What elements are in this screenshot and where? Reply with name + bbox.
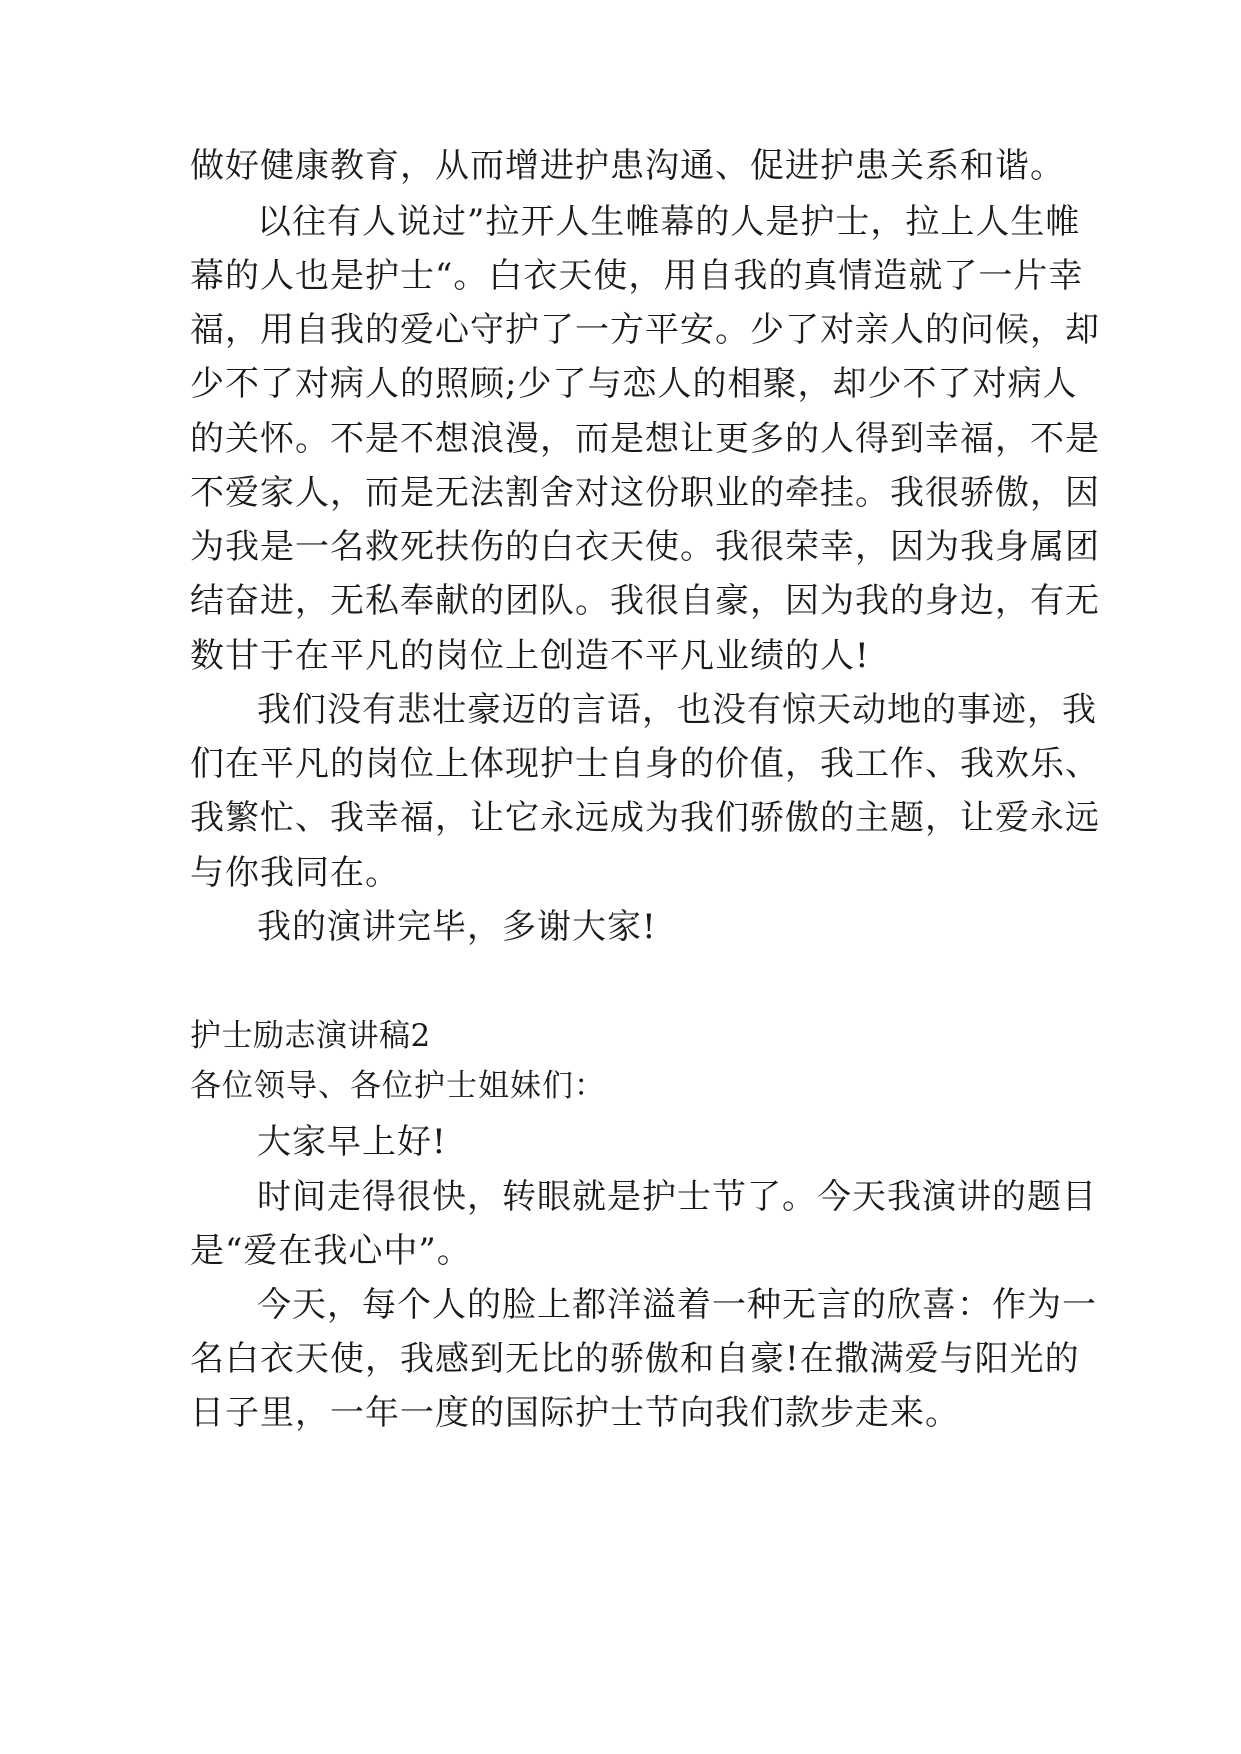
- salutation-line: 各位领导、各位护士姐妹们：: [190, 1068, 606, 1104]
- greeting-line: 大家早上好!: [257, 1122, 447, 1162]
- paragraph-line: 今天，每个人的脸上都洋溢着一种无言的欣喜：作为一: [257, 1285, 1097, 1325]
- section-title: 护士励志演讲稿2: [190, 1018, 431, 1054]
- paragraph-line: 做好健康教育，从而增进护患沟通、促进护患关系和谐。: [190, 146, 1065, 186]
- paragraph-line: 为我是一名救死扶伤的白衣天使。我很荣幸，因为我身属团: [190, 527, 1100, 567]
- paragraph-line: 时间走得很快，转眼就是护士节了。今天我演讲的题目: [257, 1177, 1097, 1217]
- paragraph-line: 少不了对病人的照顾;少了与恋人的相聚，却少不了对病人: [190, 364, 1078, 404]
- paragraph-line: 与你我同在。: [190, 853, 400, 893]
- paragraph-line: 我繁忙、我幸福，让它永远成为我们骄傲的主题，让爱永远: [190, 798, 1100, 838]
- paragraph-line: 以往有人说过”拉开人生帷幕的人是护士，拉上人生帷: [257, 202, 1081, 242]
- paragraph-line: 幕的人也是护士“。白衣天使，用自我的真情造就了一片幸: [190, 256, 1084, 296]
- paragraph-line: 数甘于在平凡的岗位上创造不平凡业绩的人!: [190, 636, 870, 676]
- paragraph-line: 名白衣天使，我感到无比的骄傲和自豪!在撒满爱与阳光的: [190, 1339, 1080, 1379]
- paragraph-line: 我的演讲完毕，多谢大家!: [257, 907, 657, 947]
- paragraph-line: 们在平凡的岗位上体现护士自身的价值，我工作、我欢乐、: [190, 744, 1100, 784]
- paragraph-line: 是“爱在我心中”。: [190, 1231, 472, 1271]
- paragraph-line: 日子里，一年一度的国际护士节向我们款步走来。: [190, 1393, 960, 1433]
- paragraph-line: 福，用自我的爱心守护了一方平安。少了对亲人的问候，却: [190, 310, 1100, 350]
- paragraph-line: 的关怀。不是不想浪漫，而是想让更多的人得到幸福，不是: [190, 419, 1100, 459]
- paragraph-line: 不爱家人，而是无法割舍对这份职业的牵挂。我很骄傲，因: [190, 473, 1100, 513]
- paragraph-line: 结奋进，无私奉献的团队。我很自豪，因为我的身边，有无: [190, 581, 1100, 621]
- paragraph-line: 我们没有悲壮豪迈的言语，也没有惊天动地的事迹，我: [257, 690, 1097, 730]
